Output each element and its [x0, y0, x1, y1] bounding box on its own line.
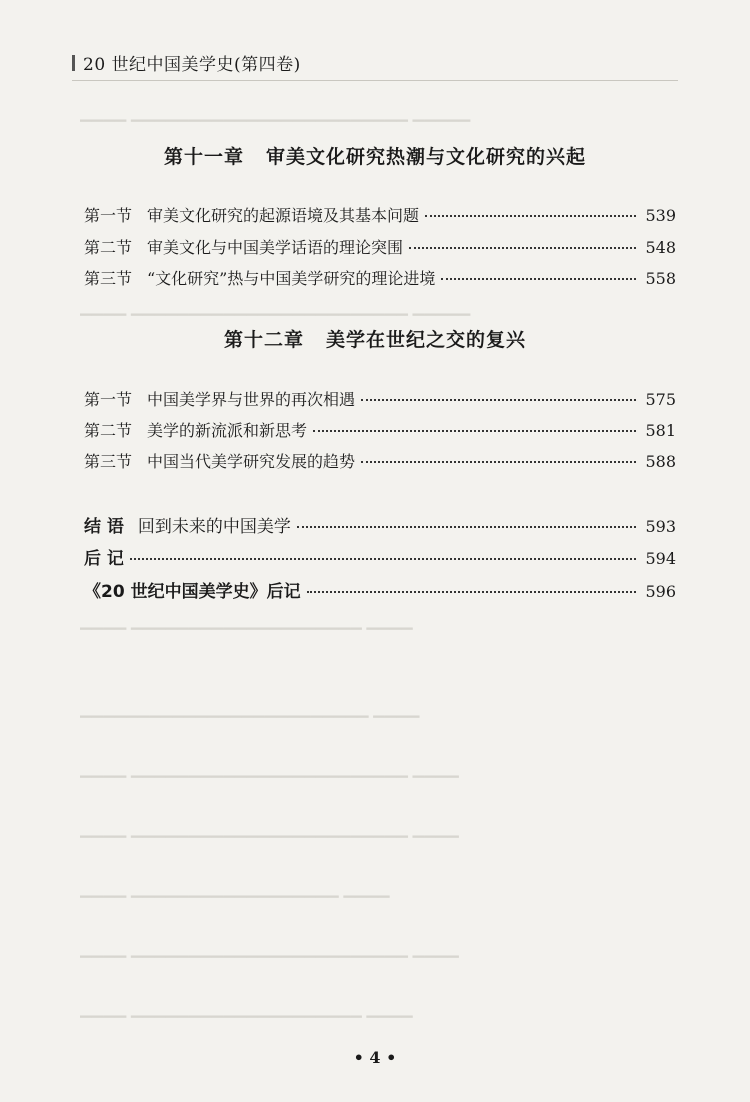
chapter-12-title [0, 325, 750, 352]
section-title: 中国当代美学研究发展的趋势 [147, 452, 356, 471]
header-bar [72, 55, 75, 71]
page-number: 539 [645, 206, 676, 225]
chapter-11-label: 第十一章 [163, 146, 244, 168]
bleed-through: ▁▁▁▁ ▁▁▁▁▁▁▁▁▁▁▁▁▁▁▁▁▁▁▁▁▁▁▁▁ ▁▁▁▁ [80, 820, 459, 838]
section-number: 第三节 [84, 269, 133, 288]
page-number: 596 [645, 582, 676, 601]
back-matter-title [84, 544, 124, 569]
toc-entry[interactable] [84, 449, 676, 472]
running-header [72, 50, 301, 75]
back-matter-title [84, 512, 291, 537]
bleed-through: ▁▁▁▁ ▁▁▁▁▁▁▁▁▁▁▁▁▁▁▁▁▁▁▁▁▁▁▁▁ ▁▁▁▁ [80, 940, 459, 958]
page-number: 593 [645, 517, 676, 536]
page-number: 581 [645, 421, 676, 440]
bleed-through: ▁▁▁▁ ▁▁▁▁▁▁▁▁▁▁▁▁▁▁▁▁▁▁▁▁▁▁▁▁ ▁▁▁▁▁ [80, 104, 471, 122]
dot-leader [297, 526, 636, 528]
section-title: 审美文化与中国美学话语的理论突围 [147, 238, 404, 257]
toc-entry[interactable] [84, 203, 676, 226]
page-folio: • 4 • [353, 1048, 397, 1067]
dot-leader [130, 558, 636, 560]
chapter-11-name: 审美文化研究热潮与文化研究的兴起 [266, 146, 587, 168]
dot-leader [313, 430, 636, 432]
back-matter-label: 结 语 [84, 517, 124, 537]
section-title: 美学的新流派和新思考 [147, 421, 308, 440]
bleed-through: ▁▁▁▁▁▁▁▁▁▁▁▁▁▁▁▁▁▁▁▁▁▁▁▁▁ ▁▁▁▁ [80, 700, 420, 718]
running-header-text: 20 世纪中国美学史(第四卷) [83, 55, 301, 75]
toc-entry[interactable] [84, 235, 676, 258]
back-matter-subtitle: 回到未来的中国美学 [137, 517, 291, 537]
dot-leader [307, 591, 636, 593]
section-number: 第一节 [84, 206, 133, 225]
bleed-through: ▁▁▁▁ ▁▁▁▁▁▁▁▁▁▁▁▁▁▁▁▁▁▁ ▁▁▁▁ [80, 880, 390, 898]
dot-leader [361, 461, 636, 463]
dot-leader [409, 247, 636, 249]
section-title: 审美文化研究的起源语境及其基本问题 [147, 206, 420, 225]
toc-entry[interactable] [84, 266, 676, 289]
bleed-through: ▁▁▁▁ ▁▁▁▁▁▁▁▁▁▁▁▁▁▁▁▁▁▁▁▁▁▁▁▁ ▁▁▁▁ [80, 760, 459, 778]
back-matter-label: 后 记 [84, 549, 124, 569]
section-number: 第一节 [84, 390, 133, 409]
bleed-through: ▁▁▁▁ ▁▁▁▁▁▁▁▁▁▁▁▁▁▁▁▁▁▁▁▁ ▁▁▁▁ [80, 1000, 413, 1018]
chapter-12-label: 第十二章 [223, 329, 304, 351]
page-number: 558 [645, 269, 676, 288]
header-rule [72, 80, 678, 81]
section-number: 第三节 [84, 452, 133, 471]
back-matter-entry[interactable] [84, 544, 676, 569]
dot-leader [441, 278, 636, 280]
bleed-through: ▁▁▁▁ ▁▁▁▁▁▁▁▁▁▁▁▁▁▁▁▁▁▁▁▁▁▁▁▁ ▁▁▁▁▁ [80, 298, 471, 316]
back-matter-entry[interactable] [84, 512, 676, 537]
dot-leader [361, 399, 636, 401]
section-number: 第二节 [84, 238, 133, 257]
bleed-through: ▁▁▁▁ ▁▁▁▁▁▁▁▁▁▁▁▁▁▁▁▁▁▁▁▁ ▁▁▁▁ [80, 612, 413, 630]
toc-entry[interactable] [84, 387, 676, 410]
dot-leader [425, 215, 636, 217]
page-number: 594 [645, 549, 676, 568]
section-title: 中国美学界与世界的再次相遇 [147, 390, 356, 409]
section-number: 第二节 [84, 421, 133, 440]
section-title: “文化研究”热与中国美学研究的理论进境 [147, 269, 436, 288]
back-matter-label: 《20 世纪中国美学史》后记 [84, 582, 301, 602]
page-number: 575 [645, 390, 676, 409]
page-number: 588 [645, 452, 676, 471]
back-matter-entry[interactable] [84, 577, 676, 602]
chapter-11-title [0, 142, 750, 169]
back-matter-title [84, 577, 301, 602]
toc-entry[interactable] [84, 418, 676, 441]
chapter-12-name: 美学在世纪之交的复兴 [326, 329, 527, 351]
page-number: 548 [645, 238, 676, 257]
